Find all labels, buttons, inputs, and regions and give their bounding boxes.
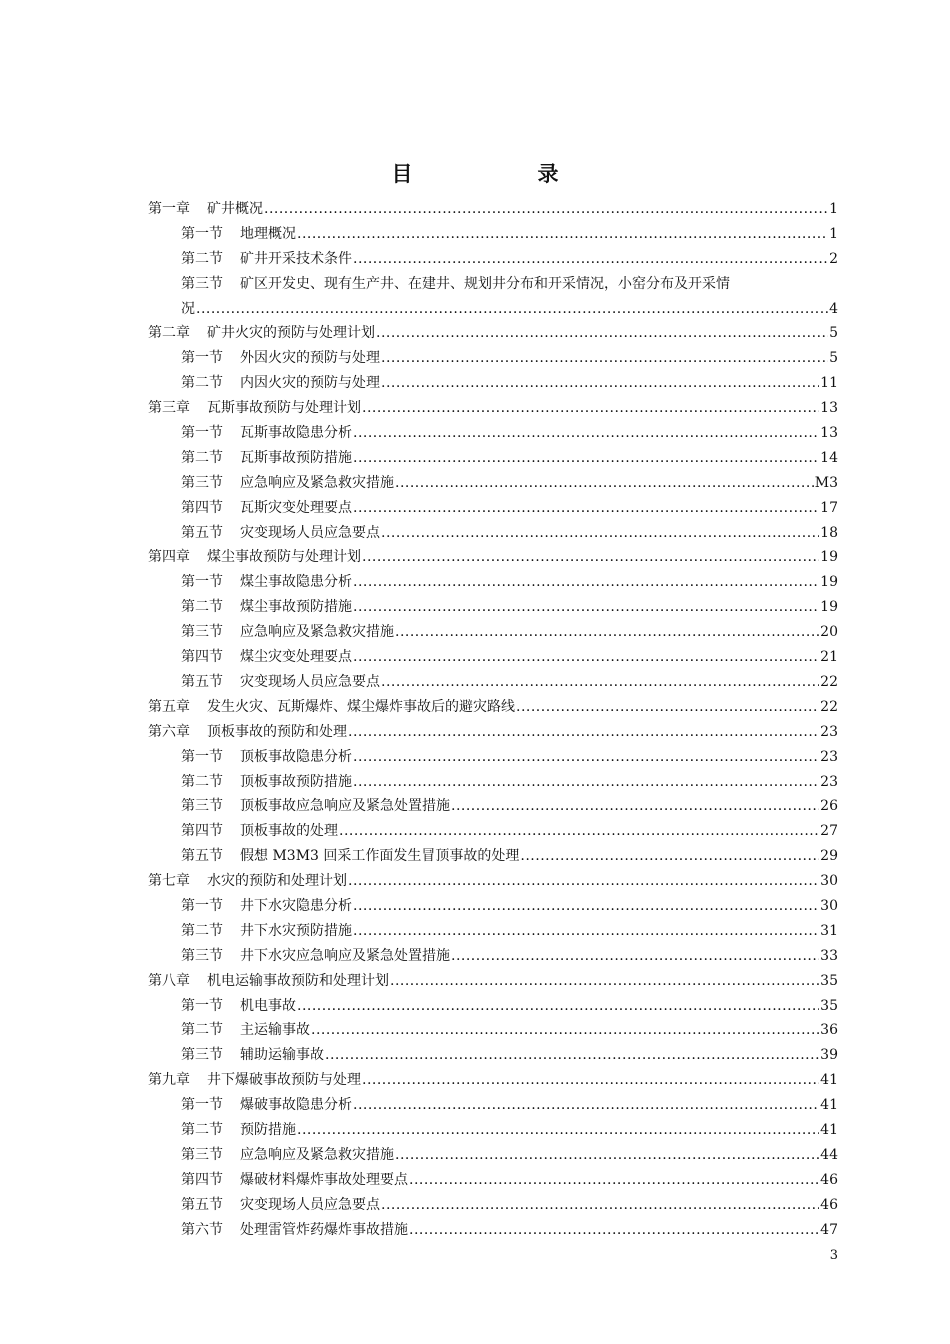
toc-entry-number: 第四章: [148, 549, 190, 566]
toc-entry-number: 第三节: [181, 624, 223, 641]
toc-entry-number: 第一节: [181, 748, 223, 765]
toc-entry-number: 第二节: [181, 1022, 223, 1039]
toc-entry-number: 第五节: [181, 673, 223, 690]
toc-entry-title: 瓦斯事故预防与处理计划: [207, 400, 361, 417]
toc-entry-number: 第五节: [181, 848, 223, 865]
toc-section-entry[interactable]: [148, 521, 838, 546]
toc-entry-number: 第四节: [181, 823, 223, 840]
toc-entry-number: 第一节: [181, 1097, 223, 1114]
toc-page-number: 47: [820, 1221, 838, 1238]
toc-page-number: 23: [820, 773, 838, 790]
toc-page-number: M3: [814, 474, 838, 491]
toc-dot-leader: [353, 919, 819, 944]
toc-entry-title: 应急响应及紧急救灾措施: [240, 624, 394, 641]
toc-entry-title: 顶板事故隐患分析: [240, 748, 352, 765]
toc-entry-title: 假想 M3M3 回采工作面发生冒顶事故的处理: [240, 848, 520, 865]
toc-chapter-entry[interactable]: [148, 321, 838, 346]
toc-section-entry[interactable]: [148, 1218, 838, 1243]
toc-dot-leader: [353, 421, 819, 446]
table-of-contents: [148, 197, 838, 1242]
toc-dot-leader: [390, 969, 819, 994]
toc-section-entry[interactable]: [148, 1143, 838, 1168]
toc-dot-leader: [451, 944, 819, 969]
toc-section-entry[interactable]: [148, 894, 838, 919]
toc-entry-title: 顶板事故预防措施: [240, 773, 352, 790]
toc-page-number: 41: [820, 1097, 838, 1114]
page-number: 3: [829, 1248, 838, 1263]
toc-entry-title: 瓦斯灾变处理要点: [240, 499, 352, 516]
toc-section-entry[interactable]: [148, 595, 838, 620]
toc-entry-number: 第八章: [148, 972, 190, 989]
toc-entry-title: 顶板事故应急响应及紧急处置措施: [240, 798, 450, 815]
toc-entry-number: 第二节: [181, 773, 223, 790]
toc-page-number: 19: [820, 574, 838, 591]
toc-section-entry[interactable]: [148, 1018, 838, 1043]
toc-dot-leader: [353, 894, 819, 919]
toc-section-entry[interactable]: [148, 1118, 838, 1143]
toc-section-entry[interactable]: [148, 371, 838, 396]
toc-section-entry[interactable]: [148, 1168, 838, 1193]
toc-dot-leader: [395, 471, 814, 496]
toc-dot-leader: [451, 794, 819, 819]
toc-entry-title: 井下水灾应急响应及紧急处置措施: [240, 947, 450, 964]
toc-dot-leader: [362, 545, 819, 570]
toc-page-number: 11: [820, 375, 838, 392]
toc-entry-number: 第一节: [181, 897, 223, 914]
toc-section-entry[interactable]: [148, 421, 838, 446]
toc-dot-leader: [353, 645, 819, 670]
toc-entry-number: 第一节: [181, 425, 223, 442]
toc-page-number: 21: [820, 649, 838, 666]
toc-section-entry[interactable]: [148, 446, 838, 471]
toc-page-number: 36: [820, 1022, 838, 1039]
toc-dot-leader: [353, 570, 819, 595]
toc-page-number: 17: [820, 499, 838, 516]
toc-entry-number: 第一节: [181, 350, 223, 367]
toc-entry-title: 矿井开采技术条件: [240, 250, 352, 267]
page-title: 目 录: [391, 161, 611, 186]
toc-section-entry[interactable]: [148, 1193, 838, 1218]
toc-page-number: 5: [829, 350, 838, 367]
toc-entry-title: 井下水灾隐患分析: [240, 897, 352, 914]
toc-entry-title: 煤尘事故预防与处理计划: [207, 549, 361, 566]
toc-dot-leader: [264, 197, 828, 222]
toc-entry-number: 第九章: [148, 1072, 190, 1089]
toc-section-entry[interactable]: [148, 1043, 838, 1068]
toc-page-number: 35: [820, 997, 838, 1014]
toc-chapter-entry[interactable]: [148, 969, 838, 994]
toc-entry-title: 机电事故: [240, 997, 296, 1014]
toc-entry-title: 灾变现场人员应急要点: [240, 1196, 380, 1213]
toc-entry-number: 第四节: [181, 649, 223, 666]
toc-chapter-entry[interactable]: [148, 695, 838, 720]
toc-dot-leader: [381, 371, 819, 396]
toc-page-number: 23: [820, 723, 838, 740]
toc-section-entry[interactable]: [148, 645, 838, 670]
toc-section-entry[interactable]: [148, 670, 838, 695]
toc-entry-title: 辅助运输事故: [240, 1047, 324, 1064]
toc-section-entry[interactable]: [148, 247, 838, 272]
toc-entry-title: 瓦斯事故隐患分析: [240, 425, 352, 442]
toc-entry-number: 第一节: [181, 997, 223, 1014]
toc-entry-title: 水灾的预防和处理计划: [207, 873, 347, 890]
toc-page-number: 19: [820, 599, 838, 616]
toc-section-entry[interactable]: [148, 1093, 838, 1118]
toc-entry-title: 矿区开发史、现有生产井、在建井、规划井分布和开采情况，小窑分布及开采情: [240, 275, 730, 292]
toc-page-number: 2: [829, 250, 838, 267]
toc-entry-number: 第一章: [148, 201, 190, 217]
toc-dot-leader: [311, 1018, 819, 1043]
toc-entry-title: 矿井火灾的预防与处理计划: [207, 325, 375, 342]
toc-dot-leader: [339, 819, 819, 844]
toc-dot-leader: [395, 620, 819, 645]
toc-dot-leader: [353, 770, 819, 795]
toc-dot-leader: [297, 994, 819, 1019]
toc-dot-leader: [381, 1193, 819, 1218]
toc-page-number: 14: [820, 449, 838, 466]
toc-section-entry[interactable]: [148, 919, 838, 944]
toc-dot-leader: [516, 695, 819, 720]
toc-dot-leader: [353, 1093, 819, 1118]
toc-chapter-entry[interactable]: [148, 869, 838, 894]
toc-entry-title: 机电运输事故预防和处理计划: [207, 972, 389, 989]
toc-entry-title: 处理雷管炸药爆炸事故措施: [240, 1221, 408, 1238]
toc-page-number: 23: [820, 748, 838, 765]
toc-entry-number: 第三节: [181, 798, 223, 815]
toc-entry-number: 第三节: [181, 947, 223, 964]
toc-entry-title: 煤尘灾变处理要点: [240, 649, 352, 666]
toc-section-entry[interactable]: [148, 994, 838, 1019]
toc-dot-leader: [520, 844, 819, 869]
toc-entry-number: 第二节: [181, 250, 223, 267]
toc-dot-leader: [395, 1143, 819, 1168]
toc-page-number: 27: [820, 823, 838, 840]
toc-page-number: 26: [820, 798, 838, 815]
toc-entry-title: 灾变现场人员应急要点: [240, 673, 380, 690]
toc-page-number: 41: [820, 1121, 838, 1138]
toc-page-number: 30: [820, 897, 838, 914]
toc-section-entry[interactable]: [148, 272, 838, 322]
toc-dot-leader: [325, 1043, 819, 1068]
toc-dot-leader: [409, 1218, 819, 1243]
toc-entry-number: 第四节: [181, 1171, 223, 1188]
toc-entry-title: 爆破材料爆炸事故处理要点: [240, 1171, 408, 1188]
toc-page-number: 1: [829, 225, 838, 242]
toc-section-entry[interactable]: [148, 620, 838, 645]
toc-section-entry[interactable]: [148, 819, 838, 844]
toc-section-entry[interactable]: [148, 770, 838, 795]
toc-dot-leader: [348, 869, 819, 894]
toc-chapter-entry[interactable]: [148, 720, 838, 745]
toc-page-number: 44: [820, 1146, 838, 1163]
toc-entry-title: 煤尘事故预防措施: [240, 599, 352, 616]
toc-entry-title: 爆破事故隐患分析: [240, 1097, 352, 1114]
toc-page-number: 35: [820, 972, 838, 989]
toc-dot-leader: [353, 247, 828, 272]
toc-chapter-entry[interactable]: [148, 197, 838, 222]
toc-entry-number: 第一节: [181, 574, 223, 591]
toc-entry-number: 第二节: [181, 449, 223, 466]
toc-entry-number: 第三节: [181, 275, 223, 292]
toc-dot-leader: [381, 670, 819, 695]
toc-page-number: 31: [820, 922, 838, 939]
toc-page-number: 13: [820, 425, 838, 442]
toc-chapter-entry[interactable]: [148, 1068, 838, 1093]
toc-entry-title: 灾变现场人员应急要点: [240, 524, 380, 541]
toc-section-entry[interactable]: [148, 944, 838, 969]
toc-page-number: 5: [829, 325, 838, 342]
toc-entry-number: 第二节: [181, 922, 223, 939]
toc-entry-number: 第一节: [181, 225, 223, 242]
toc-page-number: 33: [820, 947, 838, 964]
toc-dot-leader: [381, 521, 819, 546]
toc-chapter-entry[interactable]: [148, 396, 838, 421]
toc-entry-title: 瓦斯事故预防措施: [240, 449, 352, 466]
toc-section-entry[interactable]: [148, 844, 838, 869]
toc-entry-number: 第二章: [148, 325, 190, 342]
toc-page-number: 41: [820, 1072, 838, 1089]
toc-dot-leader: [362, 1068, 819, 1093]
toc-dot-leader: [348, 720, 819, 745]
toc-entry-title: 内因火灾的预防与处理: [240, 375, 380, 392]
toc-page-number: 22: [820, 698, 838, 715]
toc-entry-title: 地理概况: [240, 225, 296, 242]
toc-dot-leader: [353, 496, 819, 521]
toc-page-number: 18: [820, 524, 838, 541]
toc-entry-number: 第三节: [181, 474, 223, 491]
toc-section-entry[interactable]: [148, 471, 838, 496]
toc-dot-leader: [353, 745, 819, 770]
toc-entry-title: 应急响应及紧急救灾措施: [240, 1146, 394, 1163]
toc-entry-number: 第三节: [181, 1146, 223, 1163]
toc-entry-title: 应急响应及紧急救灾措施: [240, 474, 394, 491]
toc-entry-number: 第七章: [148, 873, 190, 890]
toc-section-entry[interactable]: [148, 794, 838, 819]
toc-dot-leader: [381, 346, 828, 371]
toc-section-entry[interactable]: [148, 496, 838, 521]
toc-dot-leader: [353, 595, 819, 620]
toc-entry-number: 第二节: [181, 599, 223, 616]
toc-page-number: 46: [820, 1196, 838, 1213]
toc-entry-title: 发生火灾、瓦斯爆炸、煤尘爆炸事故后的避灾路线: [207, 698, 515, 715]
toc-page-number: 4: [829, 300, 838, 317]
toc-dot-leader: [297, 1118, 819, 1143]
toc-chapter-entry[interactable]: [148, 545, 838, 570]
toc-page-number: 20: [820, 624, 838, 641]
toc-section-entry[interactable]: [148, 570, 838, 595]
toc-entry-title: 矿井概况: [207, 201, 263, 217]
toc-page-number: 39: [820, 1047, 838, 1064]
toc-entry-title: 外因火灾的预防与处理: [240, 350, 380, 367]
toc-entry-number: 第五节: [181, 1196, 223, 1213]
toc-dot-leader: [376, 321, 828, 346]
toc-dot-leader: [353, 446, 819, 471]
toc-entry-number: 第二节: [181, 1121, 223, 1138]
toc-entry-title: 顶板事故的预防和处理: [207, 723, 347, 740]
toc-entry-title: 煤尘事故隐患分析: [240, 574, 352, 591]
toc-entry-title: 井下爆破事故预防与处理: [207, 1072, 361, 1089]
toc-entry-number: 第五章: [148, 698, 190, 715]
toc-entry-number: 第三节: [181, 1047, 223, 1064]
toc-entry-number: 第三章: [148, 400, 190, 417]
toc-page-number: 13: [820, 400, 838, 417]
toc-entry-title: 主运输事故: [240, 1022, 310, 1039]
toc-entry-number: 第二节: [181, 375, 223, 392]
toc-entry-title: 顶板事故的处理: [240, 823, 338, 840]
toc-entry-number: 第六节: [181, 1221, 223, 1238]
toc-entry-number: 第六章: [148, 723, 190, 740]
toc-section-entry[interactable]: [148, 745, 838, 770]
toc-page-number: 29: [820, 848, 838, 865]
toc-section-entry[interactable]: [148, 222, 838, 247]
toc-dot-leader: [409, 1168, 819, 1193]
toc-page-number: 30: [820, 873, 838, 890]
toc-entry-title: 预防措施: [240, 1121, 296, 1138]
toc-page-number: 22: [820, 673, 838, 690]
toc-page-number: 46: [820, 1171, 838, 1188]
toc-section-entry[interactable]: [148, 346, 838, 371]
toc-entry-title-continued: 况: [181, 300, 195, 317]
toc-dot-leader: [297, 222, 828, 247]
toc-dot-leader: [362, 396, 819, 421]
toc-entry-title: 井下水灾预防措施: [240, 922, 352, 939]
toc-page-number: 19: [820, 549, 838, 566]
toc-page-number: 1: [829, 201, 838, 217]
toc-entry-number: 第五节: [181, 524, 223, 541]
toc-entry-number: 第四节: [181, 499, 223, 516]
toc-dot-leader: [196, 297, 828, 322]
